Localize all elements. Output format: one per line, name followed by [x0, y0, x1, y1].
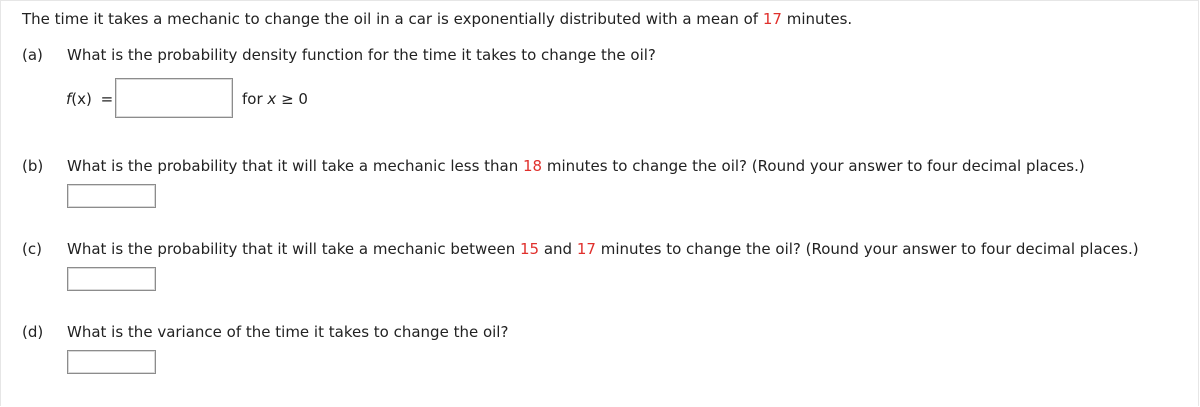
- part-c-label: (c): [22, 240, 42, 258]
- part-c-question: [22, 239, 1139, 259]
- part-b-text-2: minutes to change the oil? (Round your answer to four decimal places.): [542, 157, 1085, 175]
- part-d-text: What is the variance of the time it takes to change the oil?: [67, 323, 509, 341]
- part-c-value-1: 15: [520, 240, 540, 258]
- problem-intro: [22, 9, 852, 29]
- pdf-answer-input[interactable]: [115, 78, 233, 118]
- part-b-label: (b): [22, 157, 44, 175]
- part-c-text-1: What is the probability that it will take a mechanic between: [67, 240, 520, 258]
- part-d-question: [22, 322, 508, 342]
- part-a-text: What is the probability density function for the time it takes to change the oil?: [67, 46, 656, 64]
- part-b-answer-input[interactable]: [67, 184, 156, 208]
- pdf-function-label: [66, 89, 113, 109]
- part-c-text-2: minutes to change the oil? (Round your answer to four decimal places.): [595, 240, 1139, 258]
- domain-rest: ≥ 0: [281, 90, 308, 108]
- part-b-question: [22, 156, 1085, 176]
- function-arg: (x): [71, 90, 92, 108]
- part-c-value-2: 17: [576, 240, 596, 258]
- part-a-label: (a): [22, 46, 43, 64]
- part-c-answer-input[interactable]: [67, 267, 156, 291]
- part-d-answer-input[interactable]: [67, 350, 156, 374]
- intro-text-before: The time it takes a mechanic to change the oil in a car is exponentially distributed with a mean of: [22, 10, 763, 28]
- part-b-text-1: What is the probability that it will take a mechanic less than: [67, 157, 524, 175]
- intro-text-after: minutes.: [781, 10, 853, 28]
- domain-var: x: [267, 90, 277, 108]
- pdf-domain: [242, 89, 308, 109]
- domain-for: for: [242, 90, 263, 108]
- part-c-text-mid: and: [539, 240, 577, 258]
- equals-sign: =: [100, 90, 114, 108]
- part-d-label: (d): [22, 323, 44, 341]
- function-name: f: [66, 90, 72, 108]
- part-b-value: 18: [523, 157, 543, 175]
- mean-value: 17: [762, 10, 782, 28]
- part-a-question: [22, 45, 656, 65]
